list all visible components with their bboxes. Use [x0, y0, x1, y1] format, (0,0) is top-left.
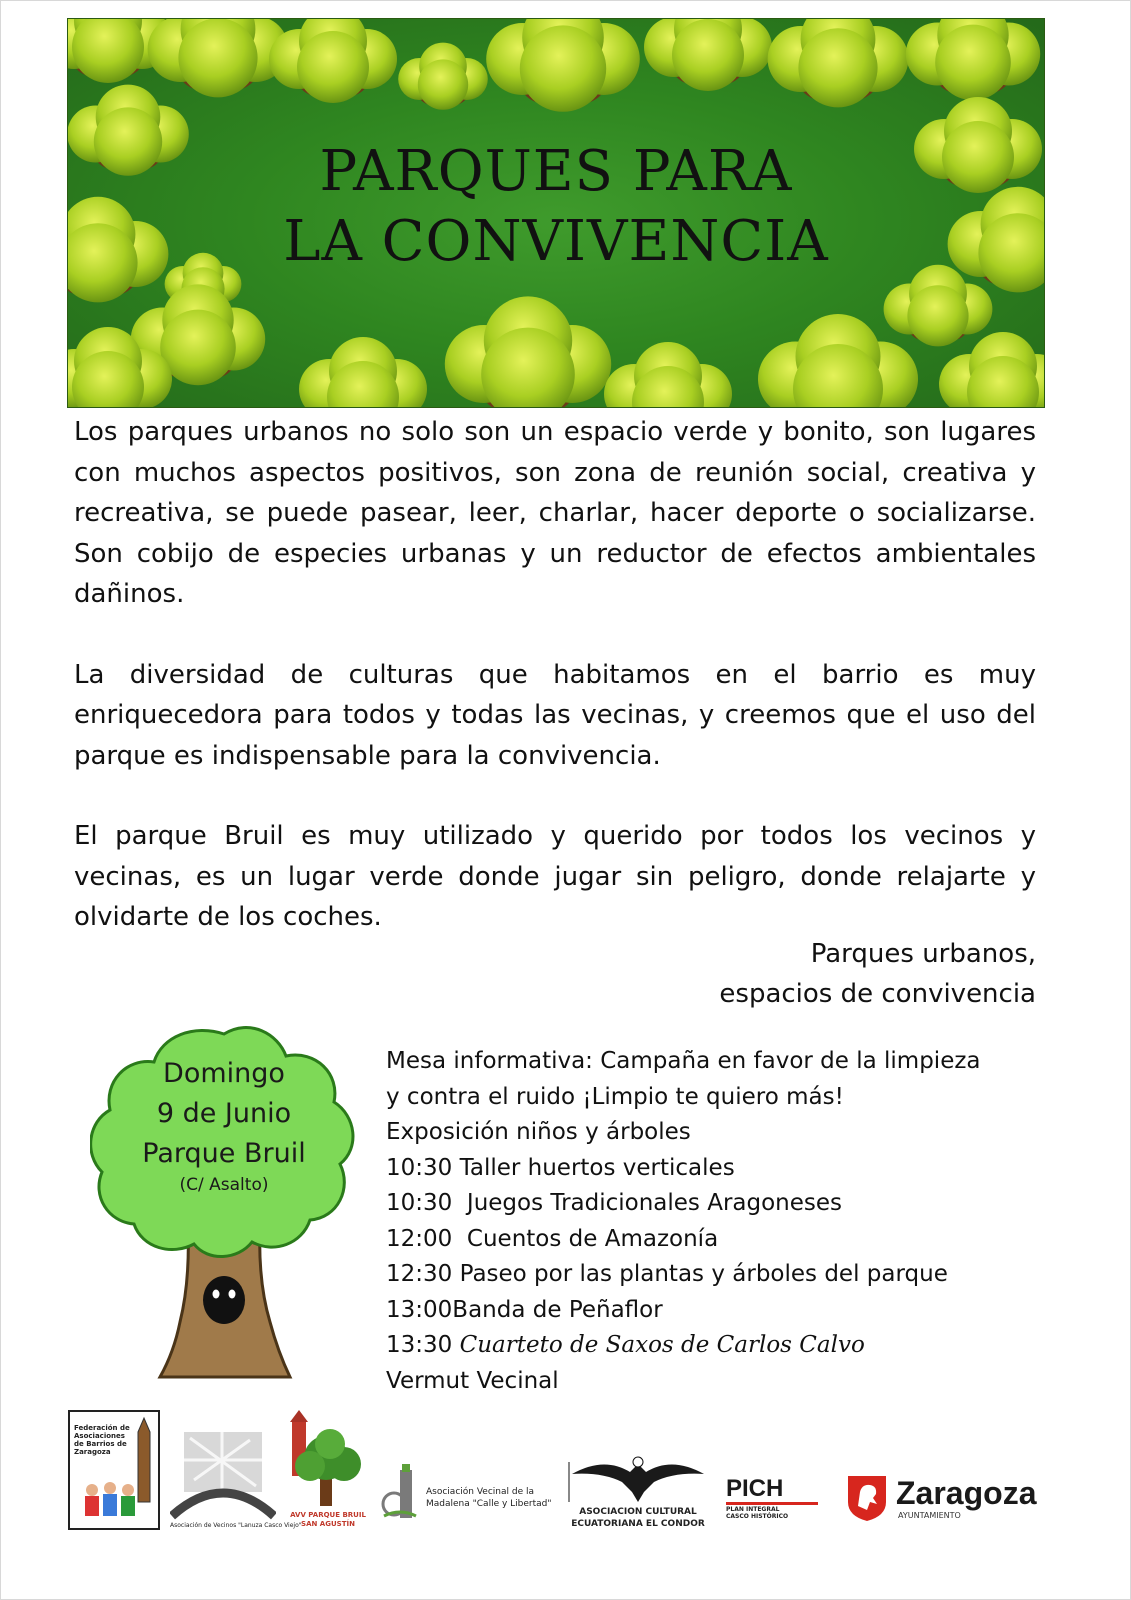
schedule-item [386, 1080, 1046, 1116]
schedule-text: Cuentos de Amazonía [466, 1225, 719, 1252]
schedule-item [386, 1222, 1046, 1258]
schedule-text: Mesa informativa: Campaña en favor de la limpieza [386, 1048, 981, 1074]
schedule-time: 13:30 [386, 1332, 453, 1358]
fabz-name: Federación de Asociaciones de Barrios de Zaragoza [74, 1424, 130, 1456]
schedule-time: 12:00 [386, 1225, 453, 1252]
schedule-time: 10:30 [386, 1154, 453, 1181]
zaragoza-name: Zaragoza [896, 1475, 1037, 1511]
schedule-time: 12:30 [386, 1261, 453, 1287]
schedule-text: Exposición niños y árboles [386, 1119, 691, 1145]
schedule-item [386, 1364, 1046, 1400]
banner-title [68, 137, 1044, 277]
banner-title-line2: LA CONVIVENCIA [283, 209, 829, 274]
schedule-item [386, 1186, 1046, 1222]
lanuza-map-icon [170, 1430, 276, 1520]
schedule-text: Banda de Peñaflor [452, 1296, 663, 1323]
paragraph-cultures: La diversidad de culturas que habitamos en el barrio es muy enriquecedora para todos y todas las vecinas, y creemos que el uso del parque es indispensable para la convivencia. [74, 659, 1036, 771]
condor-icon [564, 1448, 712, 1504]
schedule-text: Juegos Tradicionales Aragoneses [466, 1190, 843, 1216]
banner [67, 18, 1045, 408]
logo-avv-bruil [286, 1410, 370, 1536]
schedule-time: 13:00 [386, 1296, 453, 1323]
paragraph-parks: Los parques urbanos no solo son un espacio verde y bonito, son lugares con muchos aspectos positivos, son zona de reunión social, creativa y recreativa, se puede pasear, leer, charlar, hacer deporte o socializarse. Son cobijo de especies urbanas y un reductor de efectos ambientales dañinos. [74, 417, 1036, 609]
schedule-item [386, 1328, 1046, 1364]
schedule-text: Paseo por las plantas y árboles del parque [459, 1261, 948, 1287]
schedule-text: Cuarteto de Saxos de Carlos Calvo [459, 1332, 865, 1358]
madalena-tower-icon [380, 1464, 420, 1524]
schedule-item [386, 1293, 1046, 1329]
event-street: (C/ Asalto) [179, 1175, 269, 1195]
condor-name-line1: ASOCIACION CULTURAL [579, 1507, 697, 1517]
intro-text [74, 412, 1036, 938]
logo-zaragoza [846, 1474, 1062, 1524]
schedule [386, 1044, 1046, 1399]
pich-line2: CASCO HISTÓRICO [726, 1513, 789, 1520]
banner-title-line1: PARQUES PARA [319, 139, 793, 204]
zaragoza-lion-icon [846, 1474, 888, 1522]
logo-fabz [68, 1410, 160, 1530]
pich-line1: PLAN INTEGRAL [726, 1506, 780, 1513]
schedule-time: 10:30 [386, 1190, 453, 1216]
schedule-item [386, 1044, 1046, 1080]
zaragoza-sub: AYUNTAMIENTO [898, 1511, 961, 1520]
slogan-line2: espacios de convivencia [719, 979, 1036, 1009]
bruil-name-line2: SAN AGUSTÍN [301, 1520, 355, 1528]
logo-madalena [380, 1464, 552, 1530]
slogan [719, 934, 1036, 1014]
schedule-item [386, 1151, 1046, 1187]
schedule-text: Taller huertos verticales [459, 1154, 735, 1181]
event-date: 9 de Junio [156, 1098, 292, 1129]
event-day: Domingo [163, 1058, 285, 1089]
lanuza-name: Asociación de Vecinos "Lanuza Casco Viejo" [170, 1522, 302, 1529]
event-place: Parque Bruil [142, 1138, 306, 1169]
bruil-tree-icon [286, 1410, 370, 1510]
condor-name-line2: ECUATORIANA EL CONDOR [571, 1519, 705, 1529]
schedule-text: y contra el ruido ¡Limpio te quiero más! [386, 1083, 844, 1110]
logo-el-condor [564, 1448, 712, 1534]
madalena-name-line2: Madalena "Calle y Libertad" [426, 1499, 552, 1509]
logo-lanuza [170, 1430, 302, 1534]
madalena-name-line1: Asociación Vecinal de la [426, 1487, 534, 1497]
event-info [90, 1054, 358, 1196]
schedule-text: Vermut Vecinal [386, 1367, 559, 1394]
sponsor-logos [60, 1402, 1070, 1552]
schedule-item [386, 1257, 1046, 1293]
pich-underline [726, 1502, 818, 1505]
bruil-name-line1: AVV PARQUE BRUIL [290, 1511, 366, 1519]
slogan-line1: Parques urbanos, [810, 939, 1036, 969]
paragraph-bruil: El parque Bruil es muy utilizado y querido por todos los vecinos y vecinas, es un lugar verde donde jugar sin peligro, donde relajarte y olvidarte de los coches. [74, 821, 1036, 932]
schedule-item [386, 1115, 1046, 1151]
pich-title: PICH [726, 1475, 784, 1502]
logo-pich [724, 1476, 820, 1520]
